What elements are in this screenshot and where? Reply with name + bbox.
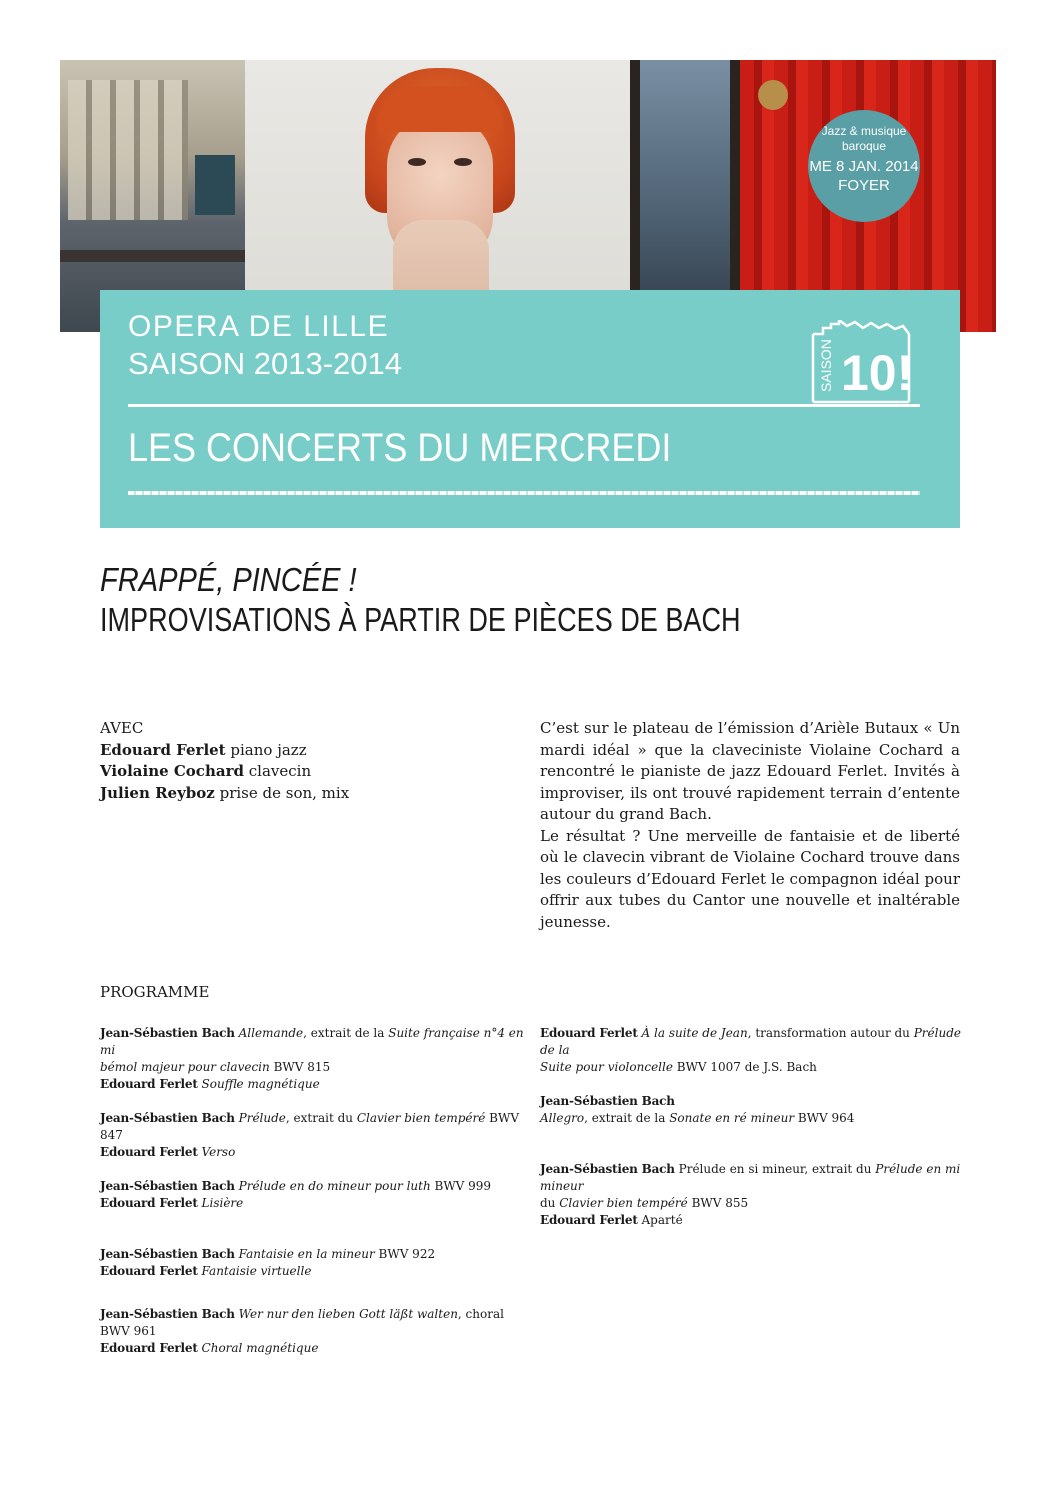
programme-item [100,1246,525,1280]
work-title: Souffle magnétique [201,1077,320,1091]
work-note: , extrait du [285,1111,357,1125]
performer-row [100,783,480,805]
opera-house-name: OPERA DE LILLE [128,310,390,343]
event-badge [808,110,920,222]
work-note: Prélude en si mineur, extrait du [674,1162,876,1176]
catalogue-number: , choral BWV 961 [100,1307,504,1338]
programme-item [100,1306,525,1357]
composer: Jean-Sébastien Bach [100,1179,235,1193]
saison-10-logo [805,320,915,410]
work-title: Choral magnétique [201,1341,319,1355]
catalogue-number: BWV 922 [374,1247,436,1261]
source-work: Prélude de la [540,1026,961,1057]
work-title: Prélude [238,1111,286,1125]
event-venue: FOYER [838,177,890,194]
composer: Edouard Ferlet [540,1213,638,1227]
logo-number: 10! [841,345,914,401]
balcony-rail [60,250,250,262]
performer-role: prise de son, mix [219,783,350,802]
programme-item [100,1110,525,1161]
performer-role: piano jazz [230,740,307,759]
source-work: Clavier bien tempéré [356,1111,486,1125]
performer-name: Violaine Cochard [100,762,244,780]
concert-title-block [100,560,881,640]
catalogue-number: BWV 855 [687,1196,749,1210]
concert-subtitle: IMPROVISATIONS À PARTIR DE PIÈCES DE BACH [100,601,741,638]
catalogue-number: BWV 815 [269,1060,331,1074]
programme-item [540,1093,962,1127]
work-title: Allegro [540,1111,585,1125]
series-title: LES CONCERTS DU MERCREDI [128,426,672,470]
performer-row [100,761,480,783]
composer: Edouard Ferlet [100,1341,198,1355]
header-banner [100,290,960,528]
building-outline [813,320,909,334]
wall-lamp [758,80,788,110]
programme-item [540,1025,962,1076]
work-title: À la suite de Jean [641,1026,748,1040]
composer: Jean-Sébastien Bach [540,1094,675,1108]
left-eye [408,158,426,166]
work-title: Lisière [201,1196,244,1210]
programme-item [100,1178,525,1212]
season-label: SAISON 2013-2014 [128,346,403,381]
catalogue-number: BWV 1007 de J.S. Bach [672,1060,817,1074]
description-paragraph: C’est sur le plateau de l’émission d’Arièle Butaux « Un mardi idéal » que la claveciniste Violaine Cochard a rencontré le pianiste de jazz Edouard Ferlet. Invités à improviser, ils ont trouvé rapidement terrain d’entente autour du grand Bach. [540,719,960,823]
composer: Edouard Ferlet [100,1077,198,1091]
performers-list [100,718,480,804]
performer-name: Edouard Ferlet [100,740,226,759]
work-title: Verso [201,1145,236,1159]
composer: Edouard Ferlet [100,1196,198,1210]
work-title: Wer nur den lieben Gott läßt walten [238,1307,458,1321]
event-genre: Jazz & musique baroque [821,124,907,153]
programme-item [100,1025,525,1093]
performer-row [100,740,480,762]
logo-word: SAISON [818,339,834,392]
building-facade [68,80,188,220]
work-note: , transformation autour du [747,1026,914,1040]
source-work: Suite pour violoncelle [540,1060,673,1074]
composer: Edouard Ferlet [540,1026,638,1040]
work-note: , extrait de la [584,1111,670,1125]
source-work: Prélude en mi mineur [540,1162,961,1193]
banner-divider-dashed [128,491,920,495]
programme-item [540,1161,962,1229]
work-title: Aparté [637,1213,683,1227]
work-title: Fantaisie virtuelle [201,1264,312,1278]
performer-role: clavecin [248,762,312,780]
catalogue-number: BWV 999 [430,1179,492,1193]
right-eye [454,158,472,166]
source-work: Clavier bien tempéré [559,1196,688,1210]
composer: Jean-Sébastien Bach [100,1026,235,1040]
source-work: Sonate en ré mineur [669,1111,795,1125]
performer-name: Julien Reyboz [100,783,215,802]
composer: Edouard Ferlet [100,1145,198,1159]
concert-description [540,718,960,933]
work-note: du [540,1196,560,1210]
work-title: Fantaisie en la mineur [238,1247,375,1261]
shop-sign [195,155,235,215]
banner-divider [128,404,920,407]
catalogue-number: BWV 847 [100,1111,519,1142]
hair-fringe [377,86,503,132]
performers-heading: AVEC [100,719,144,737]
concert-title: FRAPPÉ, PINCÉE ! [100,561,357,598]
composer: Jean-Sébastien Bach [100,1247,235,1261]
composer: Jean-Sébastien Bach [100,1307,235,1321]
programme-heading: PROGRAMME [100,983,210,1001]
work-note: , extrait de la [303,1026,389,1040]
composer: Edouard Ferlet [100,1264,198,1278]
description-paragraph: Le résultat ? Une merveille de fantaisie et de liberté où le clavecin vibrant de Violaine Cochard trouve dans les couleurs d’Edouard Ferlet le compagnon idéal pour offrir aux tubes du Cantor une nouvelle et inaltérable jeunesse. [540,826,960,931]
composer: Jean-Sébastien Bach [540,1162,675,1176]
catalogue-number: BWV 964 [794,1111,855,1125]
event-date: ME 8 JAN. 2014 [809,158,919,175]
source-work: bémol majeur pour clavecin [100,1060,270,1074]
source-work: Suite française n°4 en mi [100,1026,524,1057]
composer: Jean-Sébastien Bach [100,1111,235,1125]
work-title: Allemande [238,1026,304,1040]
work-title: Prélude en do mineur pour luth [238,1179,431,1193]
